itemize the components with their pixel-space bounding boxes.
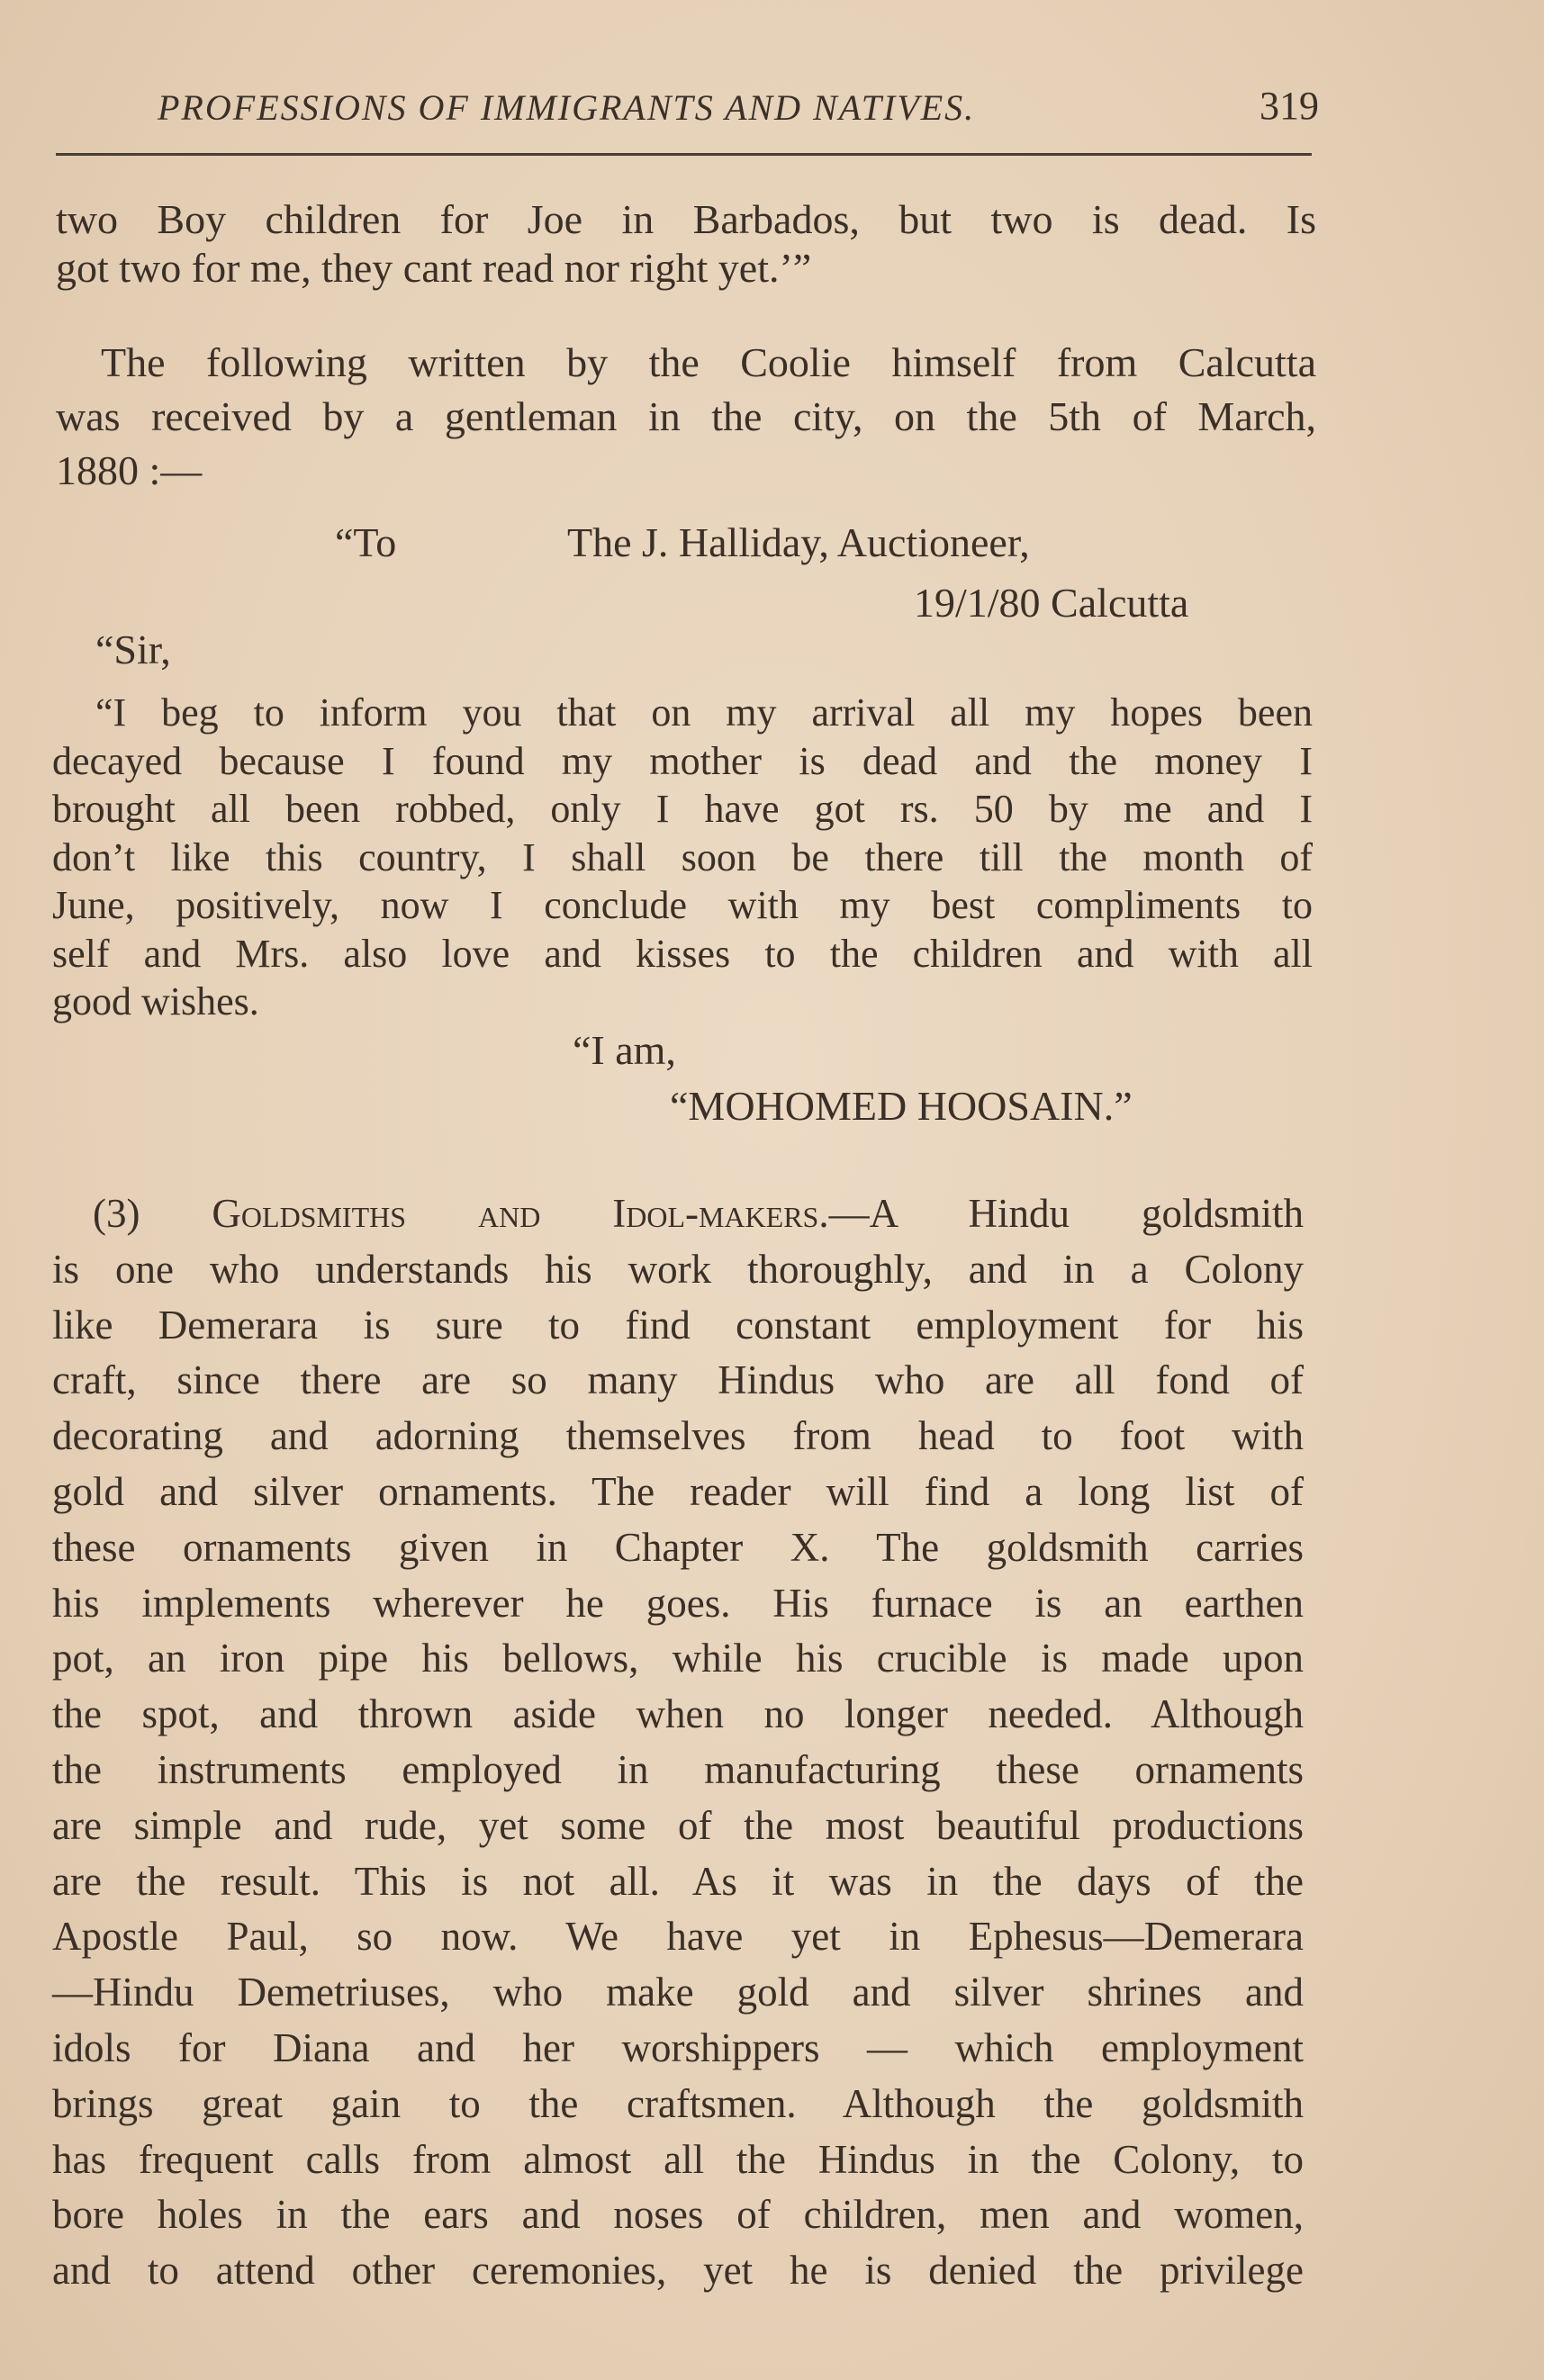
text-line: don’t like this country, I shall soon be there till the month of: [52, 834, 1313, 879]
letter-signature: “MOHOMED HOOSAIN.”: [670, 1083, 1133, 1129]
text-line: gold and silver ornaments. The reader will find a long list of: [52, 1468, 1304, 1514]
text-line: The following written by the Coolie himself from Calcutta: [101, 339, 1316, 385]
text-line: like Demerara is sure to find constant employment for his: [52, 1302, 1304, 1348]
text-line: self and Mrs. also love and kisses to the children and with all: [52, 931, 1313, 976]
text-line: the instruments employed in manufacturing these ornaments: [52, 1746, 1304, 1792]
text-line: brought all been robbed, only I have got rs. 50 by me and I: [52, 787, 1313, 831]
text-line: decorating and adorning themselves from head to foot with: [52, 1413, 1304, 1459]
text-line: Apostle Paul, so now. We have yet in Ephesus—Demerara: [52, 1914, 1304, 1960]
text-line: craft, since there are so many Hindus who are all fond of: [52, 1357, 1304, 1403]
intro-paragraph: [56, 338, 1316, 495]
page-number: 319: [1260, 84, 1319, 128]
running-header: [158, 86, 1319, 140]
section-number: (3): [93, 1191, 140, 1236]
letter-closing: “I am,: [573, 1027, 676, 1073]
text-line: the spot, and thrown aside when no longer needed. Although: [52, 1691, 1304, 1737]
letter-date-place: 19/1/80 Calcutta: [914, 580, 1189, 626]
text-line: decayed because I found my mother is dead and the money I: [52, 738, 1313, 783]
text-line: are the result. This is not all. As it was in the days of the: [52, 1858, 1304, 1904]
text-line: two Boy children for Joe in Barbados, but two is dead. Is: [56, 196, 1316, 242]
letter-salutation: “Sir,: [95, 627, 171, 672]
text-line: has frequent calls from almost all the Hindus in the Colony, to: [52, 2136, 1304, 2182]
text-line: “I beg to inform you that on my arrival all my hopes been: [95, 690, 1313, 735]
text-line: brings great gain to the craftsmen. Although the goldsmith: [52, 2080, 1304, 2126]
text-line: got two for me, they cant read nor right yet.’”: [56, 245, 812, 291]
text-line: good wishes.: [52, 979, 259, 1023]
letter-body: [52, 689, 1313, 1026]
running-title: PROFESSIONS OF IMMIGRANTS AND NATIVES.: [158, 87, 976, 128]
text-line: —Hindu Demetriuses, who make gold and silver shrines and: [52, 1970, 1304, 2015]
section-heading: Goldsmiths and Idol-makers.: [212, 1191, 829, 1236]
text-line: was received by a gentleman in the city, on the 5th of March,: [56, 393, 1316, 439]
text-line: are simple and rude, yet some of the most beautiful productions: [52, 1802, 1304, 1848]
text-line: idols for Diana and her worshippers — which employment: [52, 2024, 1304, 2070]
text-line: these ornaments given in Chapter X. The goldsmith carries: [52, 1524, 1304, 1570]
letter-addressee: The J. Halliday, Auctioneer,: [567, 519, 1030, 565]
text-line: 1880 :—: [56, 447, 203, 493]
carry-over-paragraph: [56, 195, 1316, 293]
header-rule: [56, 153, 1312, 156]
text-line: and to attend other ceremonies, yet he is denied the privilege: [52, 2248, 1304, 2294]
text-line: bore holes in the ears and noses of children, men and women,: [52, 2192, 1304, 2238]
section-paragraph: [52, 1186, 1304, 2299]
section-first-line: (3) Goldsmiths and Idol-makers.—A Hindu goldsmith: [93, 1191, 1304, 1236]
letter-to-label: “To: [335, 519, 397, 565]
text-line: is one who understands his work thoroughly, and in a Colony: [52, 1246, 1304, 1292]
text-line: his implements wherever he goes. His furnace is an earthen: [52, 1580, 1304, 1626]
text-line: June, positively, now I conclude with my best compliments to: [52, 883, 1313, 927]
text-line: pot, an iron pipe his bellows, while his crucible is made upon: [52, 1636, 1304, 1681]
